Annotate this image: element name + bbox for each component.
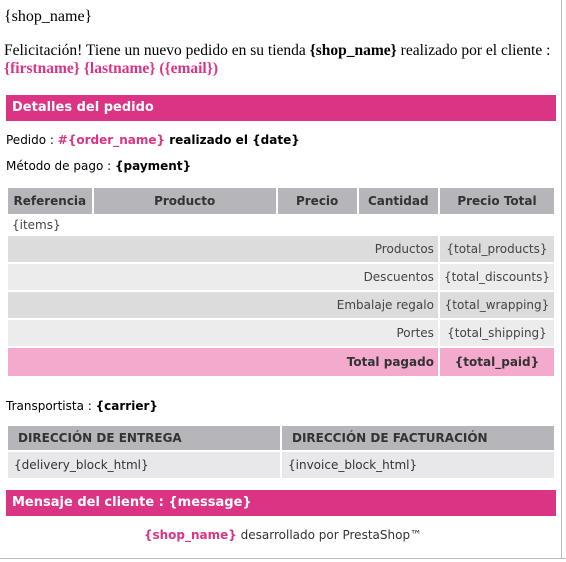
- intro-text-a: Felicitación! Tiene un nuevo pedido en su tienda: [4, 42, 310, 59]
- total-paid-label: Total pagado: [8, 348, 438, 376]
- total-label: Productos: [8, 236, 438, 262]
- message-label: Mensaje del cliente :: [12, 495, 169, 510]
- delivery-address-title: DIRECCIÓN DE ENTREGA: [8, 426, 280, 450]
- invoice-address-title: DIRECCIÓN DE FACTURACIÓN: [282, 426, 554, 450]
- products-header-row: [8, 188, 554, 214]
- header-precio-total: Precio Total: [440, 188, 554, 214]
- shop-name-heading: {shop_name}: [4, 8, 93, 25]
- payment-label: Método de pago :: [6, 159, 115, 173]
- addresses-value-row: [8, 452, 554, 478]
- order-line: [6, 133, 300, 147]
- footer: [0, 528, 566, 542]
- total-value: {total_shipping}: [440, 320, 554, 346]
- totals-row: [8, 236, 554, 262]
- customer-email: ({email}): [159, 60, 219, 77]
- intro-line-2: [4, 60, 566, 78]
- addresses-table: [6, 424, 556, 480]
- totals-row: [8, 292, 554, 318]
- intro-text-b: realizado por el cliente :: [396, 42, 551, 59]
- total-value: {total_wrapping}: [440, 292, 554, 318]
- customer-message-bar: [6, 490, 556, 516]
- header-producto: Producto: [94, 188, 276, 214]
- payment-line: [6, 159, 191, 173]
- delivery-address-value: {delivery_block_html}: [8, 452, 280, 478]
- carrier-line: [6, 399, 158, 413]
- total-value: {total_discounts}: [440, 264, 554, 290]
- total-label: Descuentos: [8, 264, 438, 290]
- carrier-value: {carrier}: [95, 399, 158, 413]
- totals-row: [8, 320, 554, 346]
- customer-lastname: {lastname}: [83, 60, 156, 77]
- window-bottom-border: [0, 558, 566, 562]
- products-table: [6, 186, 556, 378]
- total-value: {total_products}: [440, 236, 554, 262]
- order-hash: #: [57, 133, 68, 147]
- total-label: Portes: [8, 320, 438, 346]
- header-cantidad: Cantidad: [359, 188, 438, 214]
- intro-line-1: [4, 42, 566, 60]
- footer-text: desarrollado por PrestaShop™: [236, 528, 423, 542]
- header-referencia: Referencia: [8, 188, 92, 214]
- order-name: {order_name}: [67, 133, 166, 147]
- addresses-header-row: [8, 426, 554, 450]
- order-prefix: Pedido :: [6, 133, 58, 147]
- customer-firstname: {firstname}: [4, 60, 80, 77]
- carrier-label: Transportista :: [6, 399, 96, 413]
- order-date: {date}: [252, 133, 300, 147]
- total-paid-value: {total_paid}: [440, 348, 554, 376]
- totals-row: [8, 264, 554, 290]
- window-right-border: [561, 0, 566, 562]
- total-paid-row: [8, 348, 554, 376]
- items-placeholder: {items}: [12, 218, 61, 232]
- order-details-title: Detalles del pedido: [6, 95, 556, 121]
- order-placed-label: realizado el: [165, 133, 253, 147]
- header-precio: Precio: [278, 188, 357, 214]
- invoice-address-value: {invoice_block_html}: [282, 452, 554, 478]
- payment-value: {payment}: [114, 159, 192, 173]
- footer-shop-name: {shop_name}: [143, 528, 237, 542]
- intro-shop-name: {shop_name}: [309, 42, 397, 59]
- intro-paragraph: [4, 42, 566, 78]
- total-label: Embalaje regalo: [8, 292, 438, 318]
- items-row: [8, 216, 554, 234]
- message-value: {message}: [168, 495, 252, 510]
